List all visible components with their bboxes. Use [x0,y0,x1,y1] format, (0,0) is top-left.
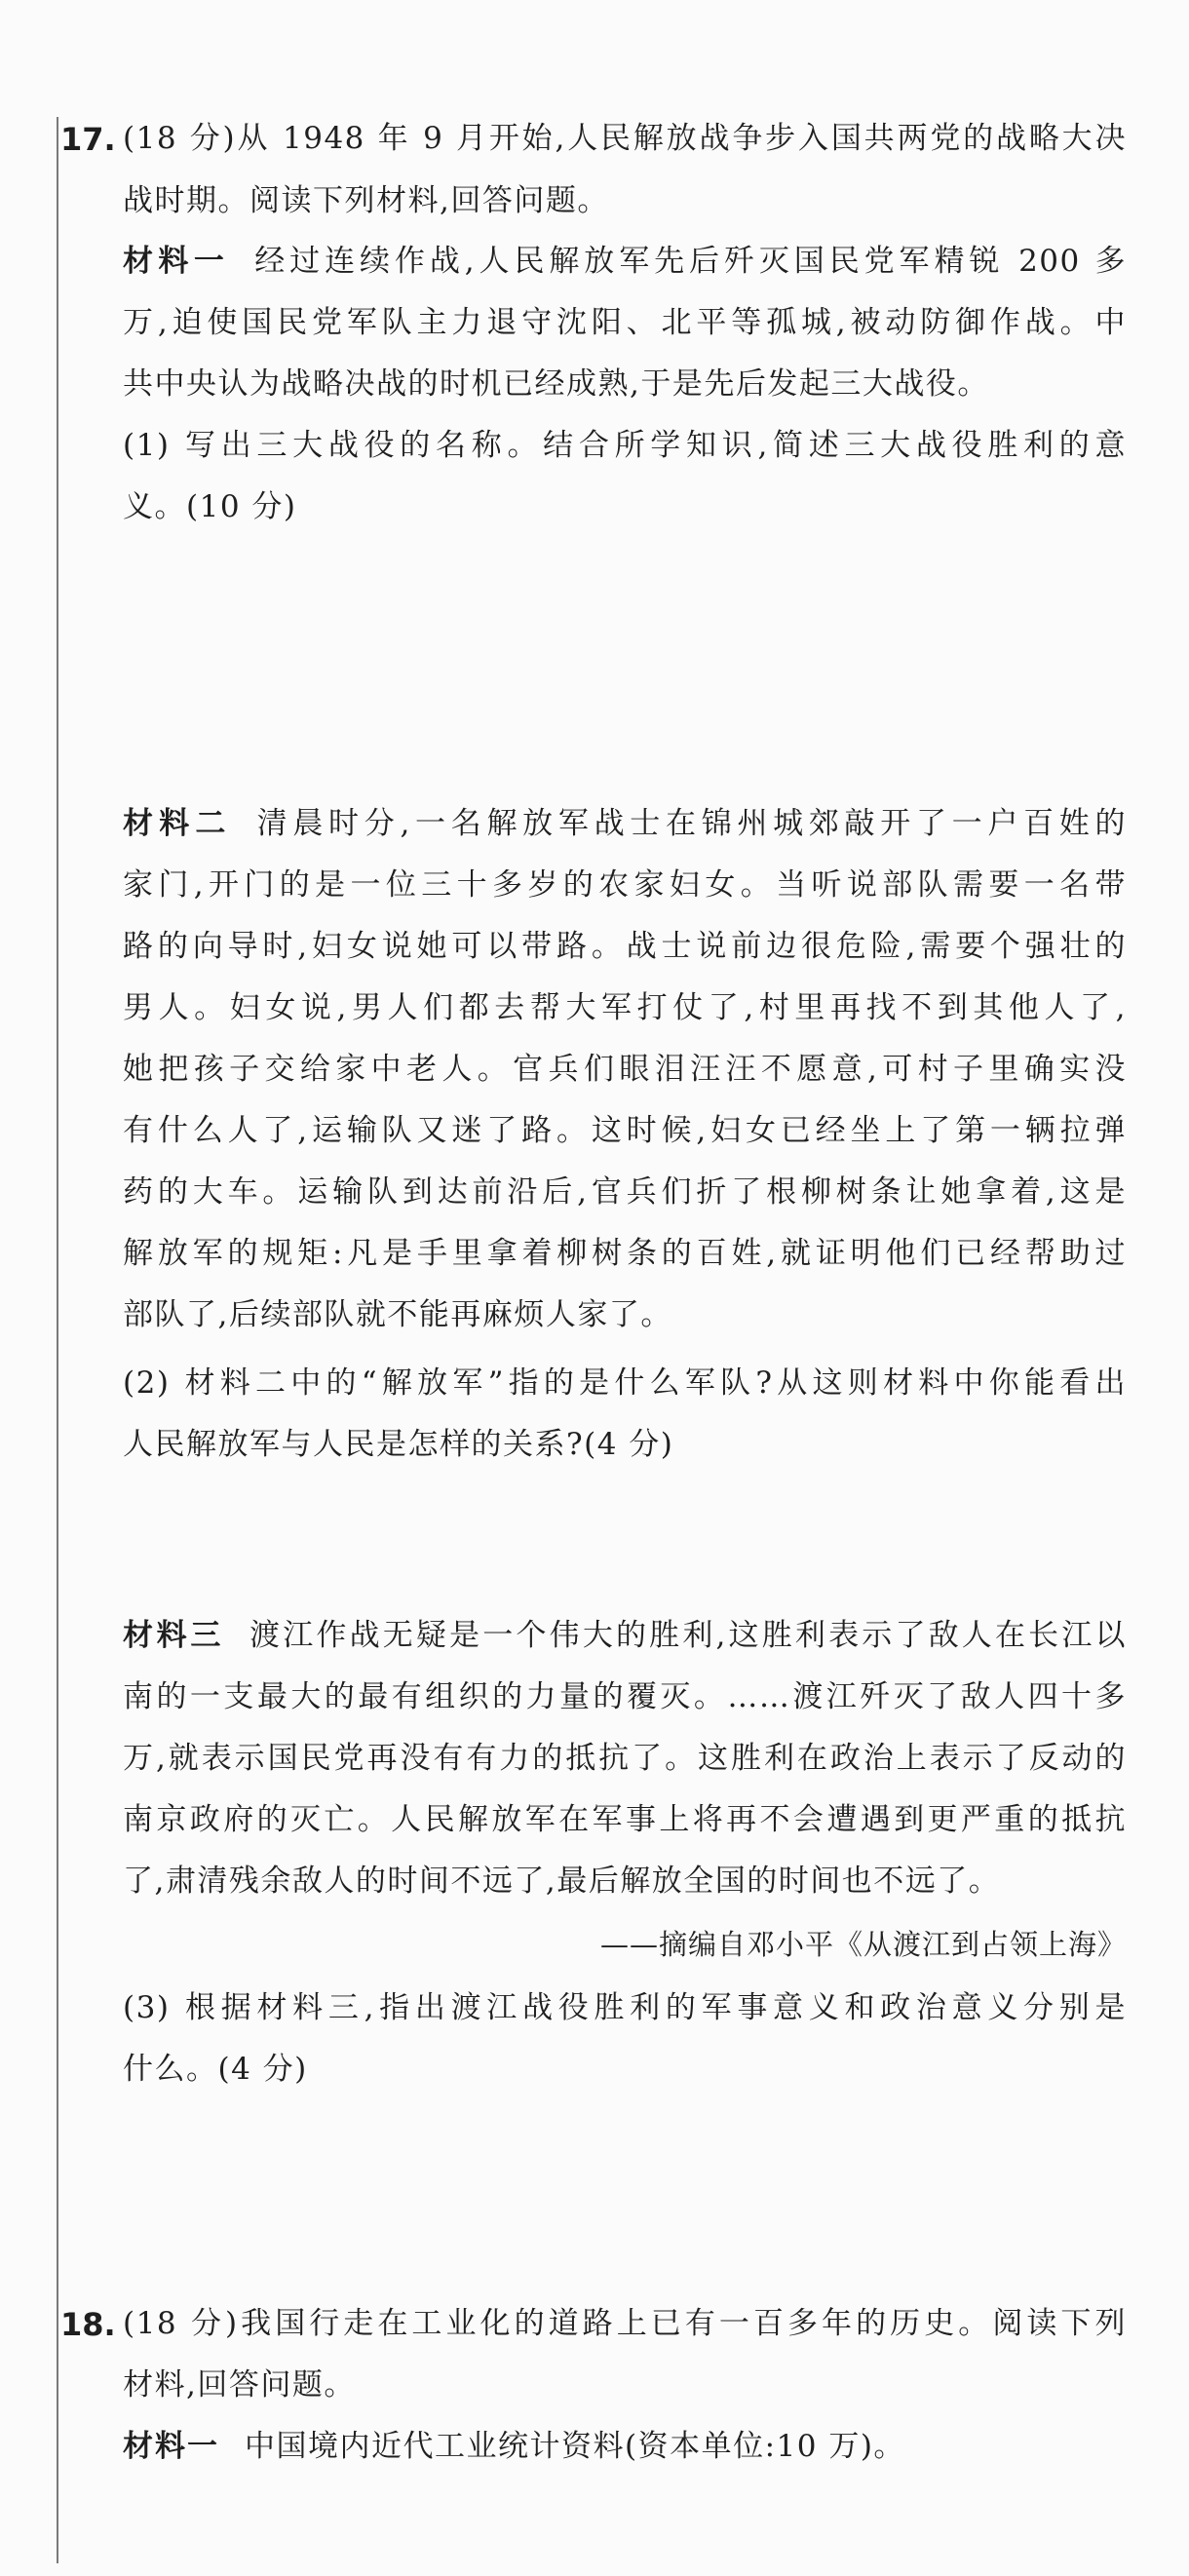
material-3-line: 万,就表示国民党再没有有力的抵抗了。这胜利在政治上表示了反动的 [123,1741,1127,1776]
material-3-line: 南京政府的灭亡。人民解放军在军事上将再不会遭遇到更严重的抵抗 [123,1802,1127,1837]
subquestion-3-line: (3) 根据材料三,指出渡江战役胜利的军事意义和政治意义分别是 [123,1990,1127,2025]
material-2-line [123,804,1127,845]
subquestion-2-line: 人民解放军与人民是怎样的关系?(4 分) [123,1427,674,1462]
subquestion-3-line: 什么。(4 分) [123,2052,308,2087]
subquestion-1-line: (1) 写出三大战役的名称。结合所学知识,简述三大战役胜利的意 [123,428,1127,463]
material-2-line: 有什么人了,运输队又迷了路。这时候,妇女已经坐上了第一辆拉弹 [123,1113,1127,1148]
q18-material-1-label: 材料一 [123,2429,219,2464]
question-17-intro-line: 战时期。阅读下列材料,回答问题。 [123,183,609,218]
material-3-label: 材料三 [123,1618,225,1653]
material-1-text: 经过连续作战,人民解放军先后歼灭国民党军精锐 200 多 [254,244,1128,279]
subquestion-2-line: (2) 材料二中的“解放军”指的是什么军队?从这则材料中你能看出 [123,1365,1127,1401]
material-2-line: 家门,开门的是一位三十多岁的农家妇女。当听说部队需要一名带 [123,867,1127,903]
material-2-text: 清晨时分,一名解放军战士在锦州城郊敲开了一户百姓的 [256,806,1128,841]
material-2-line: 她把孩子交给家中老人。官兵们眼泪汪汪不愿意,可村子里确实没 [123,1052,1127,1087]
material-3-line: 南的一支最大的最有组织的力量的覆灭。……渡江歼灭了敌人四十多 [123,1679,1127,1714]
material-2-line: 路的向导时,妇女说她可以带路。战士说前边很危险,需要个强壮的 [123,929,1127,964]
q18-material-1-text: 中国境内近代工业统计资料(资本单位:10 万)。 [245,2429,905,2464]
q18-material-1-line [123,2427,1127,2468]
material-1-line: 共中央认为战略决战的时机已经成熟,于是先后发起三大战役。 [123,366,989,402]
material-1-line [123,242,1127,283]
material-2-line: 部队了,后续部队就不能再麻烦人家了。 [123,1297,672,1332]
material-3-line: 了,肃清残余敌人的时间不远了,最后解放全国的时间也不远了。 [123,1864,1001,1899]
material-2-line: 解放军的规矩:凡是手里拿着柳树条的百姓,就证明他们已经帮助过 [123,1236,1127,1271]
question-17-number: 17. [60,121,116,158]
material-2-line: 药的大车。运输队到达前沿后,官兵们折了根柳树条让她拿着,这是 [123,1174,1127,1210]
question-17-intro-line: (18 分)从 1948 年 9 月开始,人民解放战争步入国共两党的战略大决 [123,121,1127,156]
material-1-label: 材料一 [123,244,230,279]
material-1-line: 万,迫使国民党军队主力退守沈阳、北平等孤城,被动防御作战。中 [123,305,1127,340]
material-3-line [123,1616,1127,1657]
material-2-label: 材料二 [123,806,232,841]
material-3-source: ——摘编自邓小平《从渡江到占领上海》 [599,1928,1127,1961]
question-18-intro-line: (18 分)我国行走在工业化的道路上已有一百多年的历史。阅读下列 [123,2306,1127,2341]
question-18-intro-line: 材料,回答问题。 [123,2367,356,2403]
material-2-line: 男人。妇女说,男人们都去帮大军打仗了,村里再找不到其他人了, [123,990,1127,1025]
material-3-text: 渡江作战无疑是一个伟大的胜利,这胜利表示了敌人在长江以 [249,1618,1128,1653]
subquestion-1-line: 义。(10 分) [123,489,297,524]
question-18-number: 18. [60,2306,116,2343]
binding-margin-rule [57,117,58,2563]
